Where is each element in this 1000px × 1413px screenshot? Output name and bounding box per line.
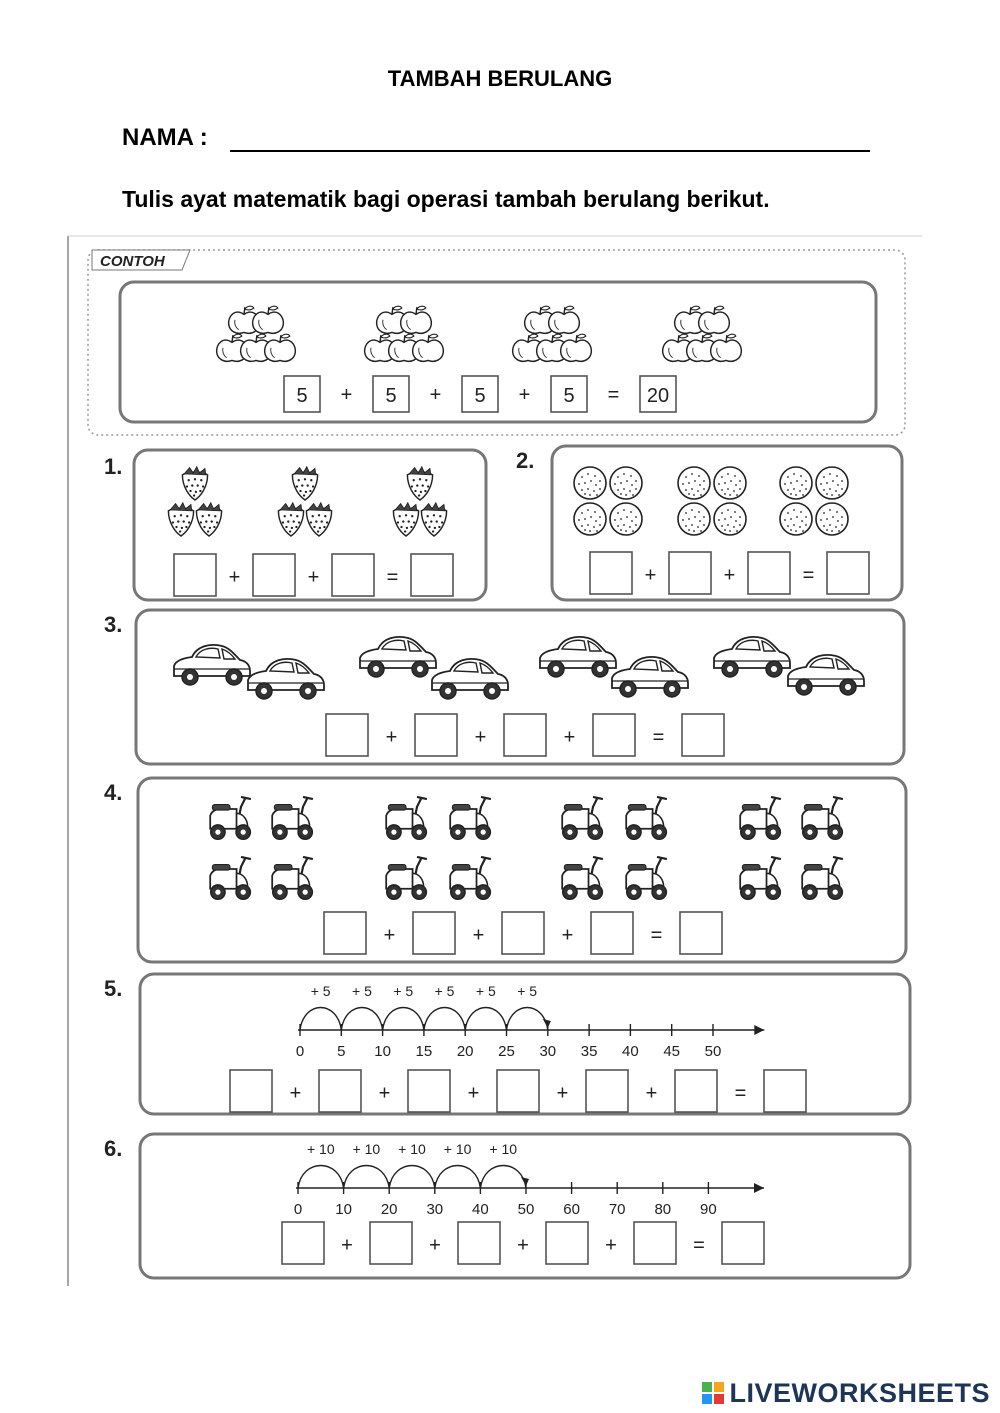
- question-5-plus-sign: +: [378, 1082, 391, 1105]
- question-2-plus-sign: +: [644, 564, 657, 587]
- example-plus-sign: +: [340, 384, 353, 407]
- question-6-box-5[interactable]: [634, 1222, 676, 1264]
- question-5-box-5[interactable]: [586, 1070, 628, 1112]
- question-5-box-1[interactable]: [230, 1070, 272, 1112]
- question-1-box-1[interactable]: [174, 554, 216, 596]
- question-2-plus-sign: +: [723, 564, 736, 587]
- question-2-box-1[interactable]: [590, 552, 632, 594]
- question-5-box-7[interactable]: [764, 1070, 806, 1112]
- question-5-tick-label: 30: [539, 1043, 557, 1060]
- question-3-box-3[interactable]: [504, 714, 546, 756]
- question-1-plus-sign: +: [307, 566, 320, 589]
- question-3-plus-sign: +: [563, 726, 576, 749]
- question-5-box-2[interactable]: [319, 1070, 361, 1112]
- question-5-tick-label: 20: [456, 1043, 474, 1060]
- question-5-tick-label: 10: [374, 1043, 391, 1060]
- question-4-box-4[interactable]: [591, 912, 633, 954]
- question-5-tick-label: 25: [498, 1043, 515, 1060]
- example-plus-sign: +: [518, 384, 531, 407]
- question-4-box-2[interactable]: [413, 912, 455, 954]
- question-4-plus-sign: +: [383, 924, 396, 947]
- question-6-jump-label: + 10: [489, 1141, 518, 1157]
- orange-icon: [678, 503, 710, 535]
- question-6-box-4[interactable]: [546, 1222, 588, 1264]
- liveworksheets-logo: [701, 1378, 990, 1409]
- question-5-tick-label: 5: [337, 1043, 346, 1060]
- question-5-equals-sign: =: [734, 1082, 747, 1105]
- question-5-tick-label: 15: [415, 1043, 433, 1060]
- example-value-4: 5: [563, 384, 575, 407]
- question-6-plus-sign: +: [341, 1234, 353, 1257]
- question-1-box-2[interactable]: [253, 554, 295, 596]
- question-5-plus-sign: +: [289, 1082, 302, 1105]
- orange-icon: [780, 503, 812, 535]
- question-6-jump-label: + 10: [306, 1141, 335, 1157]
- question-4-plus-sign: +: [472, 924, 485, 947]
- question-6-tick-label: 40: [472, 1201, 489, 1218]
- question-5-jump-label: + 5: [434, 983, 455, 999]
- question-6-box-3[interactable]: [458, 1222, 500, 1264]
- question-6-tick-label: 0: [293, 1201, 303, 1218]
- question-4-box-5[interactable]: [680, 912, 722, 954]
- question-3-box-1[interactable]: [326, 714, 368, 756]
- question-3-plus-sign: +: [385, 726, 398, 749]
- question-6-tick-label: 30: [426, 1201, 444, 1218]
- question-1-equals-sign: =: [386, 566, 399, 589]
- orange-icon: [714, 467, 746, 499]
- example-value-2: 5: [385, 384, 397, 407]
- question-6-number: 6.: [104, 1136, 123, 1161]
- question-5-jump-label: + 5: [475, 983, 496, 999]
- instruction-text: Tulis ayat matematik bagi operasi tambah berulang berikut.: [122, 186, 770, 212]
- orange-icon: [714, 503, 746, 535]
- question-1-box-3[interactable]: [332, 554, 374, 596]
- question-4-plus-sign: +: [561, 924, 574, 947]
- question-6-box-6[interactable]: [722, 1222, 764, 1264]
- liveworksheets-logo-icon: [701, 1381, 725, 1405]
- orange-icon: [610, 503, 642, 535]
- example-plus-sign: +: [429, 384, 442, 407]
- question-5-jump-label: + 5: [352, 983, 372, 999]
- orange-icon: [574, 503, 606, 535]
- question-5-jump-label: + 5: [393, 983, 414, 999]
- question-1-box-4[interactable]: [411, 554, 453, 596]
- question-1-number: 1.: [104, 454, 123, 479]
- question-2-equals-sign: =: [802, 564, 815, 587]
- question-6-equals-sign: =: [693, 1234, 705, 1257]
- liveworksheets-logo-text: LIVEWORKSHEETS: [729, 1378, 990, 1408]
- question-6-box-2[interactable]: [370, 1222, 412, 1264]
- question-5-tick-label: 0: [295, 1043, 305, 1060]
- question-6-jump-label: + 10: [443, 1141, 472, 1157]
- question-6-tick-label: 50: [517, 1201, 535, 1218]
- question-2-box-3[interactable]: [748, 552, 790, 594]
- question-5-number: 5.: [104, 976, 123, 1001]
- question-5-tick-label: 35: [580, 1043, 598, 1060]
- question-5-tick-label: 40: [622, 1043, 639, 1060]
- question-5-plus-sign: +: [467, 1082, 480, 1105]
- question-3-box-2[interactable]: [415, 714, 457, 756]
- question-6-plus-sign: +: [517, 1234, 529, 1257]
- question-5-plus-sign: +: [645, 1082, 658, 1105]
- question-3-plus-sign: +: [474, 726, 487, 749]
- question-5-box-3[interactable]: [408, 1070, 450, 1112]
- question-5-box-4[interactable]: [497, 1070, 539, 1112]
- question-2-box-4[interactable]: [827, 552, 869, 594]
- question-5-tick-label: 50: [704, 1043, 722, 1060]
- page-title: TAMBAH BERULANG: [387, 66, 613, 91]
- question-6-jump-label: + 10: [352, 1141, 381, 1157]
- orange-icon: [574, 467, 606, 499]
- question-3-equals-sign: =: [652, 726, 665, 749]
- question-6-tick-label: 20: [380, 1201, 398, 1218]
- question-6-tick-label: 70: [608, 1201, 626, 1218]
- question-2-box-2[interactable]: [669, 552, 711, 594]
- question-6-tick-label: 80: [654, 1201, 672, 1218]
- question-6-jump-label: + 10: [398, 1141, 426, 1157]
- example-tag: CONTOH: [100, 253, 165, 270]
- example-value-5: 20: [646, 384, 670, 407]
- question-4-box-3[interactable]: [502, 912, 544, 954]
- worksheet-layer: [88, 250, 910, 1278]
- question-4-equals-sign: =: [650, 924, 663, 947]
- name-label: NAMA :: [122, 124, 208, 151]
- question-3-box-5[interactable]: [682, 714, 724, 756]
- orange-icon: [816, 503, 848, 535]
- question-3-box-4[interactable]: [593, 714, 635, 756]
- orange-icon: [780, 467, 812, 499]
- question-4-number: 4.: [104, 780, 123, 805]
- question-2-number: 2.: [516, 448, 535, 473]
- question-6-box-1[interactable]: [282, 1222, 324, 1264]
- example-equals-sign: =: [607, 384, 620, 407]
- question-6-tick-label: 10: [335, 1201, 352, 1218]
- question-5-box-6[interactable]: [675, 1070, 717, 1112]
- question-1-plus-sign: +: [228, 566, 241, 589]
- question-5-jump-label: + 5: [517, 983, 538, 999]
- orange-icon: [610, 467, 642, 499]
- question-3-number: 3.: [104, 612, 123, 637]
- question-5-jump-label: + 5: [310, 983, 331, 999]
- question-5-plus-sign: +: [556, 1082, 569, 1105]
- question-6-tick-label: 60: [563, 1201, 580, 1218]
- question-6-tick-label: 90: [700, 1201, 717, 1218]
- question-6-plus-sign: +: [605, 1234, 617, 1257]
- question-4-box-1[interactable]: [324, 912, 366, 954]
- example-value-1: 5: [296, 384, 308, 407]
- orange-icon: [678, 467, 710, 499]
- example-value-3: 5: [474, 384, 486, 407]
- orange-icon: [816, 467, 848, 499]
- question-6-plus-sign: +: [429, 1234, 441, 1257]
- question-5-tick-label: 45: [663, 1043, 681, 1060]
